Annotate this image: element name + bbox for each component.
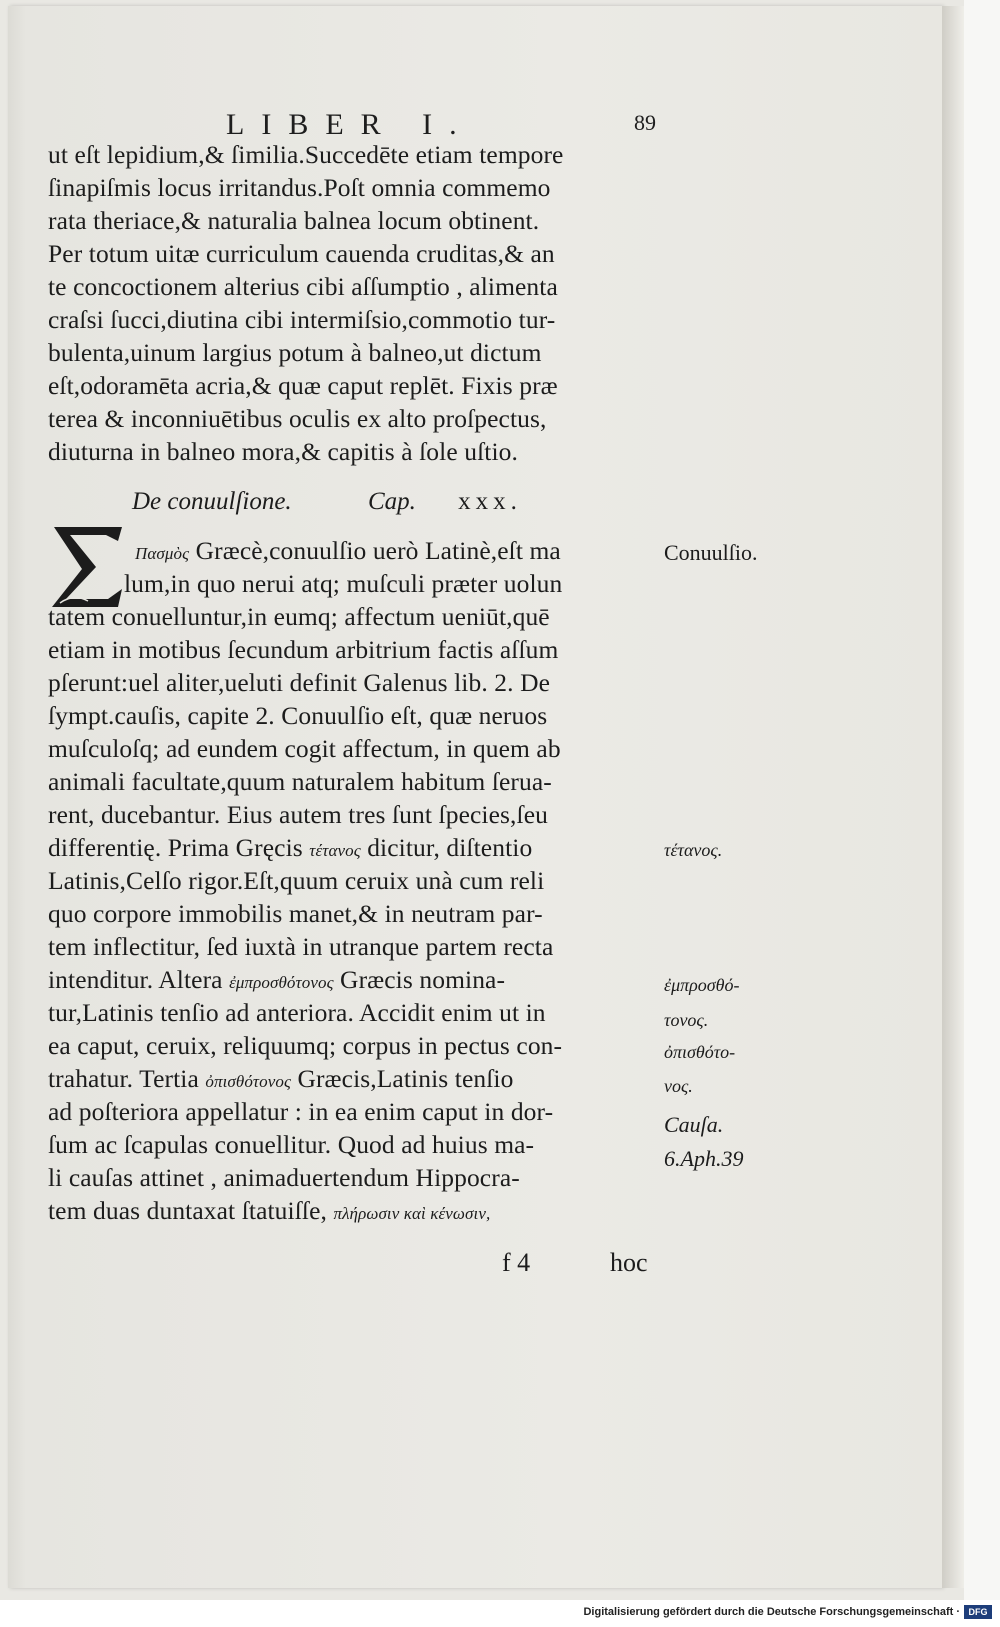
text-line: ea caput, ceruix, reliquumq; corpus in pectus con-: [48, 1031, 563, 1060]
chapter-title: De conuulſione.: [132, 488, 292, 515]
footer-credit: Digitalisierung gefördert durch die Deutsche Forschungsgemeinschaft ·: [583, 1606, 960, 1618]
running-title: LIBER I.: [226, 108, 474, 141]
text-line: animali facultate,quum naturalem habitum ſerua-: [48, 767, 552, 796]
text-line: craſsi ſucci,diutina cibi intermiſsio,commotio tur-: [48, 305, 556, 334]
text-line: differentię. Prima Gręcis τέτανος dicitur, diſtentio: [48, 833, 533, 862]
greek-word: ὀπισθότονος: [205, 1072, 291, 1091]
text-line: lum,in quo nerui atq; muſculi præter uolun: [124, 569, 563, 598]
text-line: eſt,odoramēta acria,& quæ caput replēt. Fixis præ: [48, 371, 558, 400]
text-line: Per totum uitæ curriculum cauenda cruditas,& an: [48, 239, 555, 268]
page-edge: [942, 6, 964, 1588]
text-line: ad poſteriora appellatur : in ea enim caput in dor-: [48, 1097, 554, 1126]
folio-number: 89: [634, 110, 656, 135]
text-line: trahatur. Tertia ὀπισθότονος Græcis,Latinis tenſio: [48, 1064, 514, 1093]
text-line: quo corpore immobilis manet,& in neutram par-: [48, 899, 543, 928]
text-line: diuturna in balneo mora,& capitis à ſole uſtio.: [48, 437, 518, 466]
text-line: ſympt.cauſis, capite 2. Conuulſio eſt, quæ neruos: [48, 701, 548, 730]
margin-note: Conuulſio.: [664, 540, 758, 565]
text-line: li cauſas attinet , animaduertendum Hippocra-: [48, 1163, 520, 1192]
chapter-heading: [132, 488, 522, 516]
margin-note: 6.Aph.39: [664, 1146, 744, 1171]
catchword: hoc: [610, 1248, 648, 1277]
text-line: etiam in motibus ſecundum arbitrium factis aſſum: [48, 635, 559, 664]
chapter-number: xxx.: [458, 488, 522, 515]
text-line: rent, ducebantur. Eius autem tres ſunt ſpecies,ſeu: [48, 800, 548, 829]
text-line: bulenta,uinum largius potum à balneo,ut dictum: [48, 338, 542, 367]
text-line: terea & inconniuētibus oculis ex alto proſpectus,: [48, 404, 547, 433]
text-line: tem duas duntaxat ſtatuiſſe, πλήρωσιν καὶ κένωσιν,: [48, 1196, 491, 1225]
text-line: intenditur. Altera ἐμπροσθότονος Græcis nomina-: [48, 965, 506, 994]
margin-note: Cauſa.: [664, 1112, 724, 1137]
greek-word: τέτανος: [309, 841, 361, 860]
text-line: tem inflectitur, ſed iuxtà in utranque partem recta: [48, 932, 554, 961]
decorated-initial-sigma: [48, 523, 128, 609]
signature-mark: f 4: [502, 1248, 531, 1277]
text-line: ſinapiſmis locus irritandus.Poſt omnia commemo: [48, 173, 551, 202]
text-line: rata theriace,& naturalia balnea locum obtinent.: [48, 206, 540, 235]
margin-note: νος.: [664, 1076, 693, 1096]
text-line: tatem conuelluntur,in eumq; affectum ueniūt,quē: [48, 602, 550, 631]
dfg-logo: DFG: [964, 1605, 992, 1619]
greek-word: Πασμὸς: [135, 544, 190, 563]
text-line: muſculoſq; ad eundem cogit affectum, in quem ab: [48, 734, 561, 763]
text-line: Πασμὸς Græcè,conuulſio uerò Latinè,eſt ma: [135, 536, 561, 565]
chapter-cap: Cap.: [367, 488, 416, 515]
margin-note: τονος.: [664, 1010, 709, 1030]
greek-word: ἐμπροσθότονος: [229, 973, 334, 992]
text-line: pſerunt:uel aliter,ueluti definit Galenus lib. 2. De: [48, 668, 551, 697]
text-line: ſum ac ſcapulas conuellitur. Quod ad huius ma-: [48, 1130, 535, 1159]
greek-word: πλήρωσιν καὶ κένωσιν,: [333, 1204, 491, 1223]
text-line: tur,Latinis tenſio ad anteriora. Accidit enim ut in: [48, 998, 546, 1027]
text-line: Latinis,Celſo rigor.Eſt,quum ceruix unà cum reli: [48, 866, 545, 895]
margin-note: τέτανος.: [664, 840, 723, 860]
text-line: te concoctionem alterius cibi aſſumptio , alimenta: [48, 272, 558, 301]
margin-note: ὀπισθότο-: [664, 1042, 736, 1062]
text-line: ut eſt lepidium,& ſimilia.Succedēte etiam tempore: [48, 140, 564, 169]
margin-note: ἐμπροσθό-: [664, 975, 740, 995]
